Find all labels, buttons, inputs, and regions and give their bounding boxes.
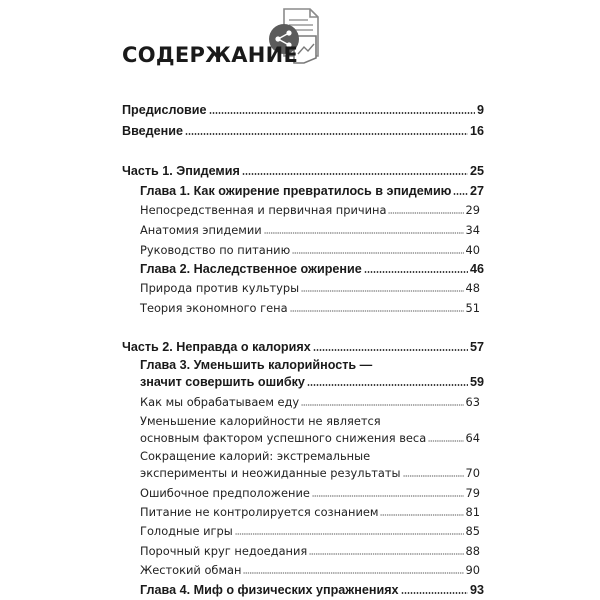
toc-entry-page-number: 88 — [465, 544, 480, 558]
dot-leader — [292, 252, 463, 254]
dot-leader — [264, 232, 464, 234]
toc-entry-page-number: 79 — [465, 486, 480, 500]
toc-entry-page-number: 59 — [469, 375, 484, 389]
toc-entry-label-line1: Глава 3. Уменьшить калорийность — — [140, 358, 373, 372]
toc-entry-label: Как мы обрабатываем еду — [140, 395, 300, 409]
dot-leader — [403, 475, 464, 477]
toc-entry-label: Природа против культуры — [140, 281, 300, 295]
toc-entry-label: Предисловие — [122, 103, 207, 117]
toc-entry-page-number: 25 — [469, 164, 484, 178]
dot-leader — [401, 592, 468, 594]
dot-leader — [290, 310, 464, 312]
toc-entry-label: основным фактором успешного снижения веса — [140, 431, 427, 445]
toc-entry-page-number: 29 — [465, 203, 480, 217]
toc-entry-label: Анатомия эпидемии — [140, 223, 262, 237]
toc-entry-page-number: 27 — [469, 184, 484, 198]
toc-entry-section — [140, 563, 480, 577]
toc-entry-part — [122, 164, 484, 178]
toc-entry-page-number: 48 — [465, 281, 480, 295]
toc-entry-chapter — [140, 184, 484, 198]
dot-leader — [428, 440, 463, 442]
toc-entry-page-number: 9 — [476, 103, 484, 117]
toc-entry-page-number: 51 — [465, 301, 480, 315]
dot-leader — [307, 384, 468, 386]
toc-entry-label: Введение — [122, 124, 184, 138]
toc-entry-part — [122, 340, 484, 354]
toc-entry-page-number: 40 — [465, 243, 480, 257]
toc-entry-page-number: 57 — [469, 340, 484, 354]
toc-entry-label: Глава 2. Наследственное ожирение — [140, 262, 362, 276]
toc-entry-page-number: 34 — [465, 223, 480, 237]
dot-leader — [235, 533, 464, 535]
dot-leader — [309, 553, 463, 555]
toc-entry-section — [140, 486, 480, 500]
toc-entry-chapter — [140, 375, 484, 389]
toc-entry-section — [140, 466, 480, 480]
toc-entry-section — [140, 524, 480, 538]
dot-leader — [242, 173, 468, 175]
dot-leader — [301, 404, 463, 406]
toc-entry-part — [122, 103, 484, 117]
dot-leader — [453, 193, 468, 195]
toc-entry-section — [140, 544, 480, 558]
toc-entry-label: Глава 1. Как ожирение превратилось в эпидемию — [140, 184, 452, 198]
toc-entry-section — [140, 243, 480, 257]
toc-entry-label: Непосредственная и первичная причина — [140, 203, 387, 217]
dot-leader — [301, 290, 463, 292]
toc-entry-section — [140, 301, 480, 315]
toc-entry-label: Часть 1. Эпидемия — [122, 164, 240, 178]
toc-entry-label: Руководство по питанию — [140, 243, 291, 257]
toc-entry-label: эксперименты и неожиданные результаты — [140, 466, 401, 480]
toc-entry-label: Порочный круг недоедания — [140, 544, 308, 558]
toc-entry-label: Глава 4. Миф о физических упражнениях — [140, 583, 399, 597]
toc-entry-section — [140, 395, 480, 409]
toc-entry-label: Жестокий обман — [140, 563, 242, 577]
toc-entry-section — [140, 281, 480, 295]
toc-entry-label: значит совершить ошибку — [140, 375, 305, 389]
toc-entry-part — [122, 124, 484, 138]
toc-entry-section — [140, 203, 480, 217]
toc-entry-label-line1: Уменьшение калорийности не является — [140, 414, 381, 428]
toc-entry-page-number: 16 — [469, 124, 484, 138]
toc-entry-chapter — [140, 583, 484, 597]
toc-entry-page-number: 46 — [469, 262, 484, 276]
toc-entry-label: Теория экономного гена — [140, 301, 288, 315]
toc-entry-page-number: 85 — [465, 524, 480, 538]
toc-entry-page-number: 90 — [465, 563, 480, 577]
toc-entry-page-number: 81 — [465, 505, 480, 519]
toc-entry-label: Ошибочное предположение — [140, 486, 310, 500]
toc-entry-label: Голодные игры — [140, 524, 233, 538]
dot-leader — [313, 349, 468, 351]
dot-leader — [312, 495, 464, 497]
dot-leader — [388, 212, 463, 214]
toc-entry-section — [140, 505, 480, 519]
toc-entry-label-line1: Сокращение калорий: экстремальные — [140, 449, 371, 463]
dot-leader — [380, 514, 463, 516]
toc-entry-page-number: 93 — [469, 583, 484, 597]
toc-entry-page-number: 63 — [465, 395, 480, 409]
dot-leader — [209, 112, 475, 114]
dot-leader — [185, 133, 468, 135]
dot-leader — [364, 271, 468, 273]
toc-entry-page-number: 70 — [465, 466, 480, 480]
toc-entry-section — [140, 223, 480, 237]
page-title: СОДЕРЖАНИЕ — [122, 43, 299, 67]
toc-entry-label: Часть 2. Неправда о калориях — [122, 340, 311, 354]
toc-entry-page-number: 64 — [465, 431, 480, 445]
toc-entry-chapter — [140, 262, 484, 276]
toc-entry-label: Питание не контролируется сознанием — [140, 505, 379, 519]
toc-entry-section — [140, 431, 480, 445]
dot-leader — [243, 572, 463, 574]
